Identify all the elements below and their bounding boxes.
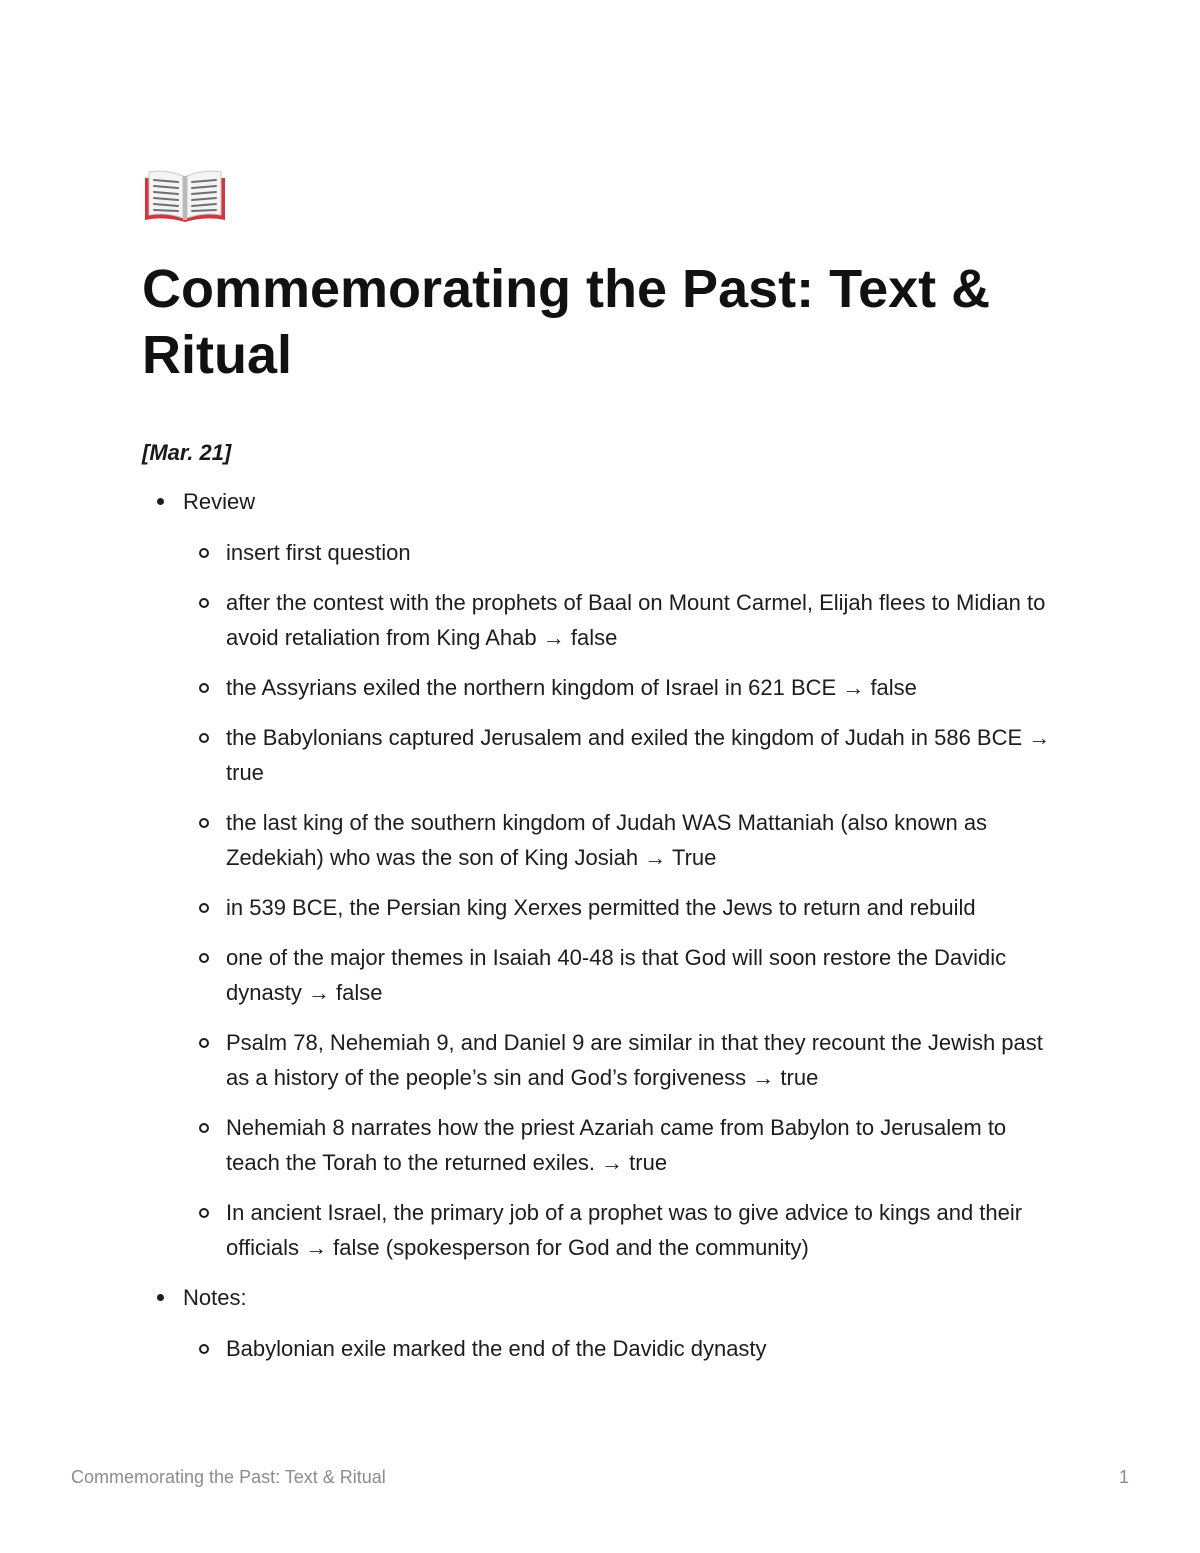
list-item: the Assyrians exiled the northern kingdom of Israel in 621 BCE → false	[183, 670, 1062, 705]
list-item: Nehemiah 8 narrates how the priest Azariah came from Babylon to Jerusalem to teach the Torah to the returned exiles. → true	[183, 1110, 1062, 1180]
list-item: Psalm 78, Nehemiah 9, and Daniel 9 are similar in that they recount the Jewish past as a history of the people’s sin and God’s forgiveness → true	[183, 1025, 1062, 1095]
notes-sublist	[183, 1331, 1062, 1366]
list-item: Babylonian exile marked the end of the Davidic dynasty	[183, 1331, 1062, 1366]
list-item: one of the major themes in Isaiah 40-48 is that God will soon restore the Davidic dynasty → false	[183, 940, 1062, 1010]
page-title: Commemorating the Past: Text & Ritual	[142, 259, 991, 385]
date-label: [Mar. 21]	[142, 440, 232, 465]
outline-list	[142, 484, 1062, 1381]
list-item: in 539 BCE, the Persian king Xerxes permitted the Jews to return and rebuild	[183, 890, 1062, 925]
list-item: the Babylonians captured Jerusalem and exiled the kingdom of Judah in 586 BCE → true	[183, 720, 1062, 790]
list-item-label: Review	[183, 489, 256, 514]
list-item: In ancient Israel, the primary job of a prophet was to give advice to kings and their officials → false (spokesperson for God and the community)	[183, 1195, 1062, 1265]
footer-title: Commemorating the Past: Text & Ritual	[71, 1467, 386, 1487]
list-item: after the contest with the prophets of Baal on Mount Carmel, Elijah flees to Midian to avoid retaliation from King Ahab → false	[183, 585, 1062, 655]
list-item-review	[142, 484, 1062, 1265]
open-book-icon	[142, 166, 228, 226]
list-item-notes	[142, 1280, 1062, 1366]
list-item-label: Notes:	[183, 1285, 247, 1310]
review-sublist	[183, 535, 1062, 1265]
list-item: the last king of the southern kingdom of Judah WAS Mattaniah (also known as Zedekiah) who was the son of King Josiah → True	[183, 805, 1062, 875]
page-number: 1	[1118, 1467, 1129, 1487]
list-item: insert first question	[183, 535, 1062, 570]
